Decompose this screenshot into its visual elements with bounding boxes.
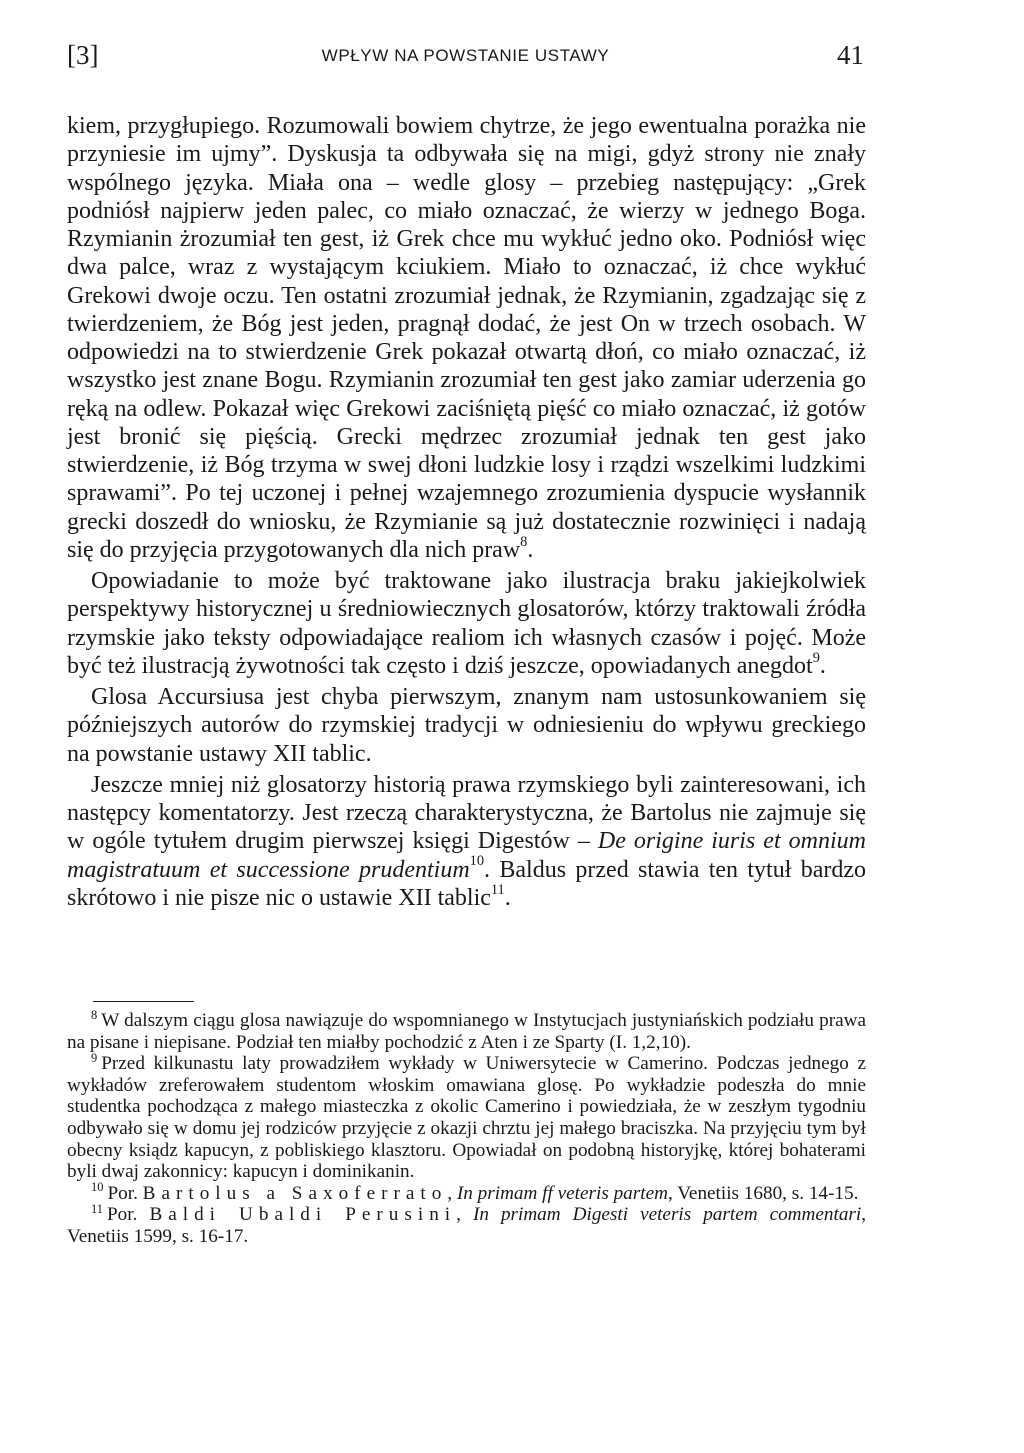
footnote-8-text: W dalszym ciągu glosa nawiązuje do wspomnianego w Instytucjach justyniańskich podziału prawa na pisane i niepisane. Podział ten miałby pochodzić z Aten i ze Sparty (I. 1,2,10). [67, 1010, 866, 1053]
footnote-10 [67, 1180, 866, 1205]
paragraph-3: Glosa Accursiusa jest chyba pierwszym, znanym nam ustosunkowaniem się późniejszych autorów do rzymskiej tradycji w odniesieniu do wpływu greckiego na powstanie ustawy XII tablic. [67, 684, 866, 767]
main-text [67, 112, 866, 912]
running-header [67, 40, 864, 80]
footnote-ref-10: 10 [469, 853, 485, 870]
footnote-ref-8: 8 [520, 533, 528, 550]
paragraph-2-text: Opowiadanie to może być traktowane jako ilustracja braku jakiejkolwiek perspektywy historycznej u średniowiecznych glosatorów, którzy traktowali źródła rzymskie jako teksty odpowiadające realiom ich własnych czasów i pojęć. Może być też ilustracją żywotności tak często i dziś jeszcze, opowiadanych anegdot [67, 568, 866, 679]
paragraph-1 [67, 112, 866, 564]
paragraph-4 [67, 771, 866, 912]
footnote-10-post: , Venetiis 1680, s. 14-15. [667, 1182, 859, 1204]
footnote-11-pre: Por. [107, 1204, 138, 1226]
footnote-8 [67, 1007, 866, 1053]
footnote-9-mark: 9 [91, 1050, 98, 1065]
paragraph-4-end: . [504, 884, 511, 911]
footnote-11-sep: , [456, 1204, 473, 1226]
paragraph-4-title: De origine iuris et omnium magistratuum et successione prudentium [67, 828, 866, 883]
page-number: 41 [837, 40, 864, 70]
paragraph-1-end: . [527, 536, 534, 563]
paragraph-1-text: kiem, przygłupiego. Rozumowali bowiem chytrze, że jego ewentualna porażka nie przyniesie im ujmy”. Dyskusja ta odbywała się na migi, gdyż strony nie znały wspólnego języka. Miała ona – wedle glosy – przebieg następujący: „Grek podniósł najpierw jeden palec, co miało oznaczać, że wierzy w jednego Boga. Rzymianin żrozumiał ten gest, iż Grek chce mu wykłuć jedno oko. Podniósł więc dwa palce, wraz z wystającym kciukiem. Miało to oznaczać, iż chce wykłuć Grekowi dwoje oczu. Ten ostatni zrozumiał jednak, że Rzymianin, zgadzając się z twierdzeniem, że Bóg jest jeden, pragnął dodać, że jest On w trzech osobach. W odpowiedzi na to stwierdzenie Grek pokazał otwartą dłoń, co miało oznaczać, iż wszystko jest znane Bogu. Rzymianin zrozumiał ten gest jako zamiar uderzenia go ręką na odlew. Pokazał więc Grekowi zaciśniętą pięść co miało oznaczać, iż gotów jest bronić się pięścią. Grecki mędrzec zrozumiał jednak ten gest jako stwierdzenie, iż Bóg trzyma w swej dłoni ludzkie losy i rządzi wszelkimi ludzkimi sprawami”. Po tej uczonej i pełnej wzajemnego zrozumienia dyspucie wysłannik grecki doszedł do wniosku, że Rzymianie są już dostatecznie rozwinięci i nadają się do przyjęcia przygotowanych dla nich praw [67, 113, 866, 563]
paragraph-4-text-a: Jeszcze mniej niż glosatorzy historią prawa rzymskiego byli zainteresowani, ich następcy komentatorzy. Jest rzeczą charakterystyczna, że Bartolus nie zajmuje się w ogóle tytułem drugim pierwszej księgi Digestów – [67, 771, 866, 855]
footnote-11 [67, 1201, 867, 1247]
footnote-11-author: Baldi Ubaldi Perusini [149, 1204, 457, 1226]
footnote-10-mark: 10 [91, 1180, 104, 1195]
paragraph-2-end: . [819, 652, 826, 679]
footnote-10-title: In primam ff veteris partem [456, 1182, 668, 1204]
footnote-11-mark: 11 [91, 1201, 104, 1216]
footnote-9 [67, 1050, 866, 1183]
footnote-ref-11: 11 [490, 881, 505, 898]
footnote-10-pre: Por. [107, 1182, 138, 1204]
paragraph-2 [67, 567, 866, 680]
paragraph-4-text-b: . Baldus przed stawia ten tytuł bardzo skrótowo i nie pisze nic o ustawie XII tablic [67, 856, 866, 911]
running-title: WPŁYW NA POWSTANIE USTAWY [321, 46, 610, 65]
footnote-10-author: Bartolus a Saxoferrato [142, 1182, 448, 1204]
footnote-ref-9: 9 [812, 649, 820, 666]
footnote-separator [93, 1001, 194, 1002]
footnote-11-title: In primam Digesti veteris partem commentari [472, 1204, 862, 1226]
footnotes [67, 1007, 867, 1248]
footnote-9-text: Przed kilkunastu laty prowadziłem wykłady w Uniwersytecie w Camerino. Podczas jednego z wykładów zreferowałem studentom włoskim omawiana glosę. Po wykładzie podeszła do mnie studentka pochodząca z małego miasteczka z okolic Camerino i powiedziała, że w zeszłym tygodniu odbywało się w domu jej rodziców przyjęcie z okazji chrztu jej małego braciszka. Na przyjęciu tym był obecny ksiądz kapucyn, z pobliskiego klasztoru. Opowiadał on podobną historyjkę, której bohaterami byli dwaj zakonnicy: kapucyn i dominikanin. [67, 1053, 866, 1183]
footnote-8-mark: 8 [91, 1007, 98, 1022]
section-number: [3] [67, 40, 99, 70]
footnote-10-sep: , [447, 1182, 457, 1204]
footnote-11-post: , Venetiis 1599, s. 16-17. [67, 1204, 867, 1247]
